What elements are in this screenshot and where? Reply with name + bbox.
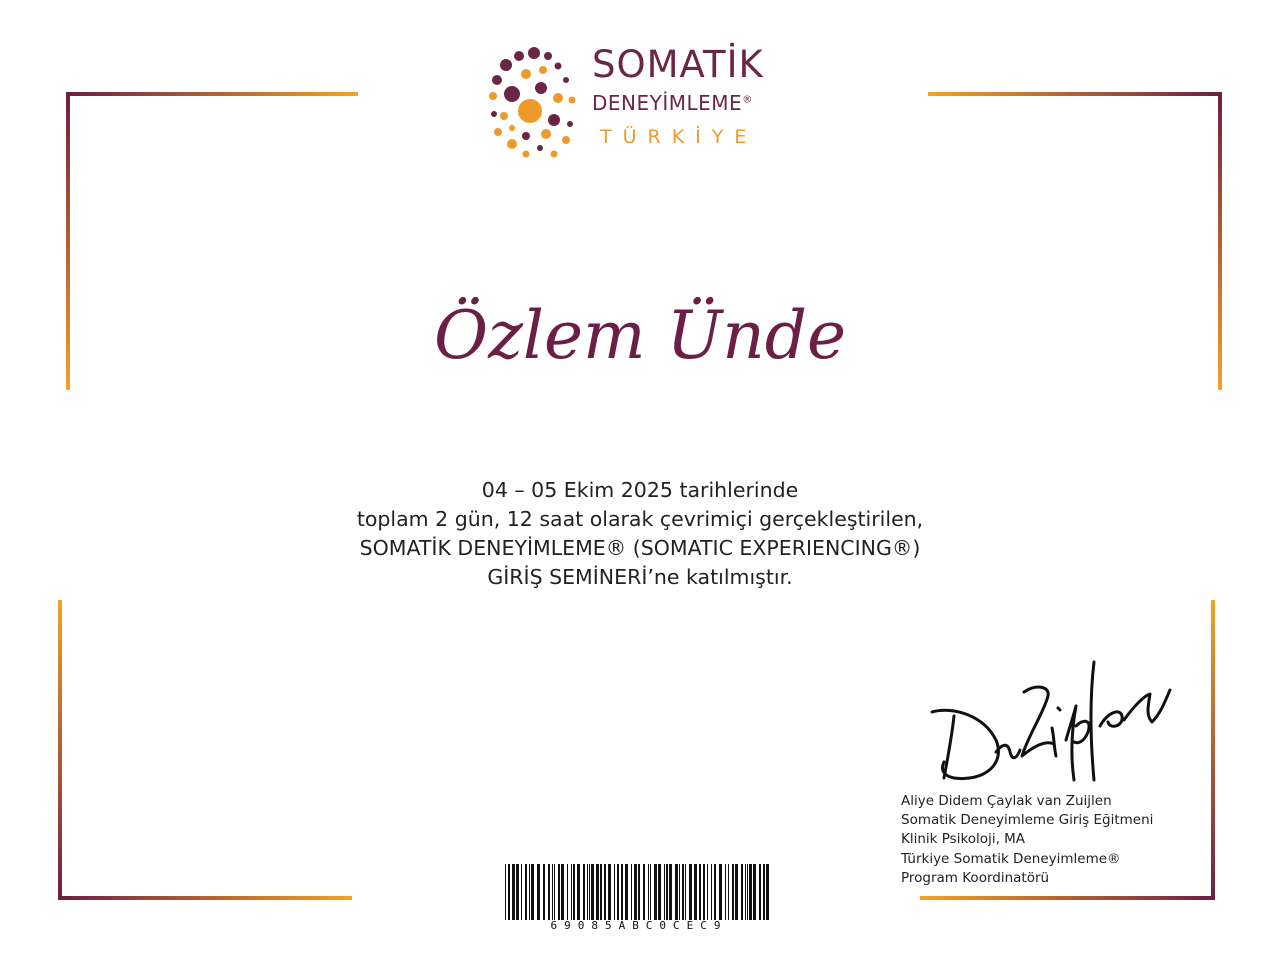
barcode-bar	[548, 864, 550, 920]
barcode-bar	[669, 864, 672, 920]
barcode-bar	[747, 864, 748, 920]
barcode-bar	[573, 864, 575, 920]
barcode-bar	[658, 864, 661, 920]
barcode-bar	[521, 864, 522, 920]
frame-bottom-right-vertical	[1211, 600, 1215, 900]
brand-name-line2-text: DENEYİMLEME	[592, 91, 743, 115]
barcode-bar	[679, 864, 680, 920]
barcode-bar	[587, 864, 588, 920]
barcode-bar	[621, 864, 623, 920]
barcode-bar	[766, 864, 769, 920]
barcode-bar	[634, 864, 637, 920]
barcode-bar	[689, 864, 692, 920]
barcode-bar	[703, 864, 705, 920]
barcode-bar	[543, 864, 545, 920]
barcode-bar	[741, 864, 743, 920]
recipient-name: Özlem Ünde	[433, 297, 847, 374]
barcode-bar	[567, 864, 568, 920]
frame-bottom-left-horizontal	[58, 896, 352, 900]
barcode-bar	[529, 864, 530, 920]
frame-bottom-left-vertical	[58, 600, 62, 900]
barcode-bar	[650, 864, 651, 920]
barcode-bar	[617, 864, 619, 920]
barcode-bar	[666, 864, 668, 920]
barcode-bar	[604, 864, 606, 920]
brand-name-line1: SOMATİK	[592, 43, 764, 86]
signatory-title: Somatik Deneyimleme Giriş Eğitmeni	[901, 812, 1154, 829]
barcode-bar	[735, 864, 738, 920]
frame-bottom-right-horizontal	[920, 896, 1215, 900]
barcode-bar	[694, 864, 697, 920]
brand-name-country: TÜRKİYE	[600, 126, 758, 148]
handwritten-signature	[924, 656, 1180, 786]
barcode-bar	[614, 864, 615, 920]
barcode-bar	[571, 864, 572, 920]
body-line-duration: toplam 2 gün, 12 saat olarak çevrimiçi gerçekleştirilen,	[356, 507, 924, 531]
barcode-bar	[753, 864, 756, 920]
barcode-bar	[552, 864, 553, 920]
barcode-bar	[685, 864, 686, 920]
body-line-date: 04 – 05 Ekim 2025 tarihlerinde	[481, 478, 799, 502]
barcode-bar	[654, 864, 657, 920]
barcode-bar	[643, 864, 645, 920]
barcode-bar	[508, 864, 510, 920]
barcode-bar	[711, 864, 712, 920]
barcode-bar	[596, 864, 599, 920]
barcode-bar	[577, 864, 580, 920]
barcode-bar	[638, 864, 640, 920]
barcode-bar	[561, 864, 564, 920]
barcode-bar	[749, 864, 752, 920]
signatory-name: Aliye Didem Çaylak van Zuijlen	[901, 793, 1112, 809]
barcode-bar	[725, 864, 726, 920]
barcode-bar	[664, 864, 665, 920]
barcode-bar	[719, 864, 722, 920]
barcode-bar	[537, 864, 540, 920]
barcode-bar	[554, 864, 555, 920]
barcode-bar	[531, 864, 534, 920]
barcode-bar	[707, 864, 708, 920]
barcode-bar	[525, 864, 527, 920]
frame-top-right-horizontal	[928, 92, 1222, 96]
barcode-bar	[732, 864, 734, 920]
barcode-bar	[589, 864, 590, 920]
barcode-bar	[714, 864, 716, 920]
frame-top-left-horizontal	[66, 92, 358, 96]
barcode-bar	[682, 864, 684, 920]
barcode-bar	[583, 864, 585, 920]
body-line-program: SOMATİK DENEYİMLEME® (SOMATIC EXPERIENCING®)	[359, 536, 921, 560]
barcode-bar	[600, 864, 602, 920]
barcode-bar	[699, 864, 701, 920]
certificate-body	[0, 476, 1280, 592]
signatory-role: Program Koordinatörü	[901, 869, 1050, 886]
barcode-bar	[608, 864, 611, 920]
barcode-bar	[625, 864, 628, 920]
barcode-bar	[516, 864, 519, 920]
barcode-bar	[558, 864, 560, 920]
signatory-block	[901, 792, 1153, 888]
signatory-degree: Klinik Psikoloji, MA	[901, 831, 1026, 848]
barcode-bar	[728, 864, 729, 920]
barcode-bar	[648, 864, 649, 920]
barcode	[503, 864, 775, 920]
somatik-logo-icon	[486, 44, 582, 160]
brand-name-line2	[592, 93, 753, 113]
registered-mark: ®	[742, 94, 753, 106]
signatory-org: Türkiye Somatik Deneyimleme®	[901, 850, 1121, 867]
barcode-bar	[675, 864, 678, 920]
barcode-bar	[745, 864, 746, 920]
barcode-number: 69085ABC0CEC9	[550, 919, 728, 932]
barcode-bar	[591, 864, 594, 920]
barcode-bar	[759, 864, 761, 920]
barcode-bar	[505, 864, 506, 920]
barcode-bar	[631, 864, 632, 920]
barcode-bar	[512, 864, 515, 920]
body-line-seminar: GİRİŞ SEMİNERİ’ne katılmıştır.	[487, 565, 793, 589]
barcode-bar	[763, 864, 765, 920]
